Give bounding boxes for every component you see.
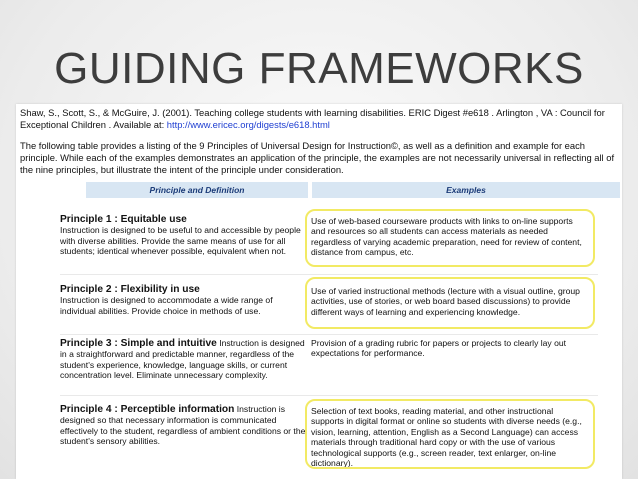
principle-1-text: Instruction is designed to be useful to and accessible by people with diverse abilities. Provide the same means of use for all students; identical whenever possible, equivalent when not. — [60, 225, 301, 257]
citation-link[interactable]: http://www.ericec.org/digests/e618.html — [166, 119, 330, 130]
principle-2-definition — [60, 284, 308, 316]
header-principle-definition: Principle and Definition — [86, 182, 308, 198]
principle-3-example: Provision of a grading rubric for papers or projects to clearly lay out expectations for performance. — [311, 338, 567, 359]
principle-4-title: Principle 4 : Perceptible information — [60, 404, 235, 415]
principle-3-title: Principle 3 : Simple and intuitive — [60, 338, 217, 349]
document-scan — [16, 104, 622, 479]
row-divider — [60, 395, 598, 396]
citation — [20, 107, 618, 131]
row-divider — [60, 274, 598, 275]
principle-4-text: Instruction is designed so that necessary information is communicated effectively to the student, regardless of ambient conditions or the student's sensory abilities. — [60, 404, 306, 447]
principle-1-title: Principle 1 : Equitable use — [60, 214, 187, 225]
principle-4-definition — [60, 404, 308, 447]
slide-title: GUIDING FRAMEWORKS — [54, 44, 584, 93]
principle-2-example: Use of varied instructional methods (lecture with a visual outline, group activities, use of stories, or web board based discussions) to provide different ways of learning and experiencing knowledge. — [311, 286, 580, 317]
principle-1-definition — [60, 214, 308, 257]
citation-text: Shaw, S., Scott, S., & McGuire, J. (2001). Teaching college students with learning disabilities. ERIC Digest #e618 . Arlington , VA : Council for Exceptional Children . Available at: — [20, 107, 605, 130]
principle-3-text: Instruction is designed in a straightforward and predictable manner, regardless of the student's experience, knowledge, language skills, or current concentration level. Eliminate unnecessary complexity. — [60, 338, 305, 381]
row-divider — [60, 334, 598, 335]
principle-4-example: Selection of text books, reading material, and other instructional supports in digital format or online so students with diverse needs (e.g., vision, learning, attention, English as a Second Language) can access materials through traditional hard copy or with the use of various technological supports (e.g., screen reader, text enlarger, on-line dictionary). — [311, 406, 582, 469]
table-header — [86, 182, 620, 198]
principle-1-example: Use of web-based courseware products with links to on-line supports and resources so all students can access materials as needed regardless of varying academic preparation, need for review of content, distance from campus, etc. — [311, 216, 582, 258]
principle-2-title: Principle 2 : Flexibility in use — [60, 284, 200, 295]
principle-3-definition — [60, 338, 308, 381]
intro-paragraph: The following table provides a listing of the 9 Principles of Universal Design for Instruction©, as well as a definition and example for each principle. While each of the examples demonstrates an application of the principle, the examples are not necessarily universal in reflecting all of the nine principles, but illustrate the intent of the principle under consideration. — [20, 140, 615, 175]
principle-2-text: Instruction is designed to accommodate a wide range of individual abilities. Provide choice in methods of use. — [60, 295, 273, 316]
header-examples: Examples — [312, 182, 620, 198]
